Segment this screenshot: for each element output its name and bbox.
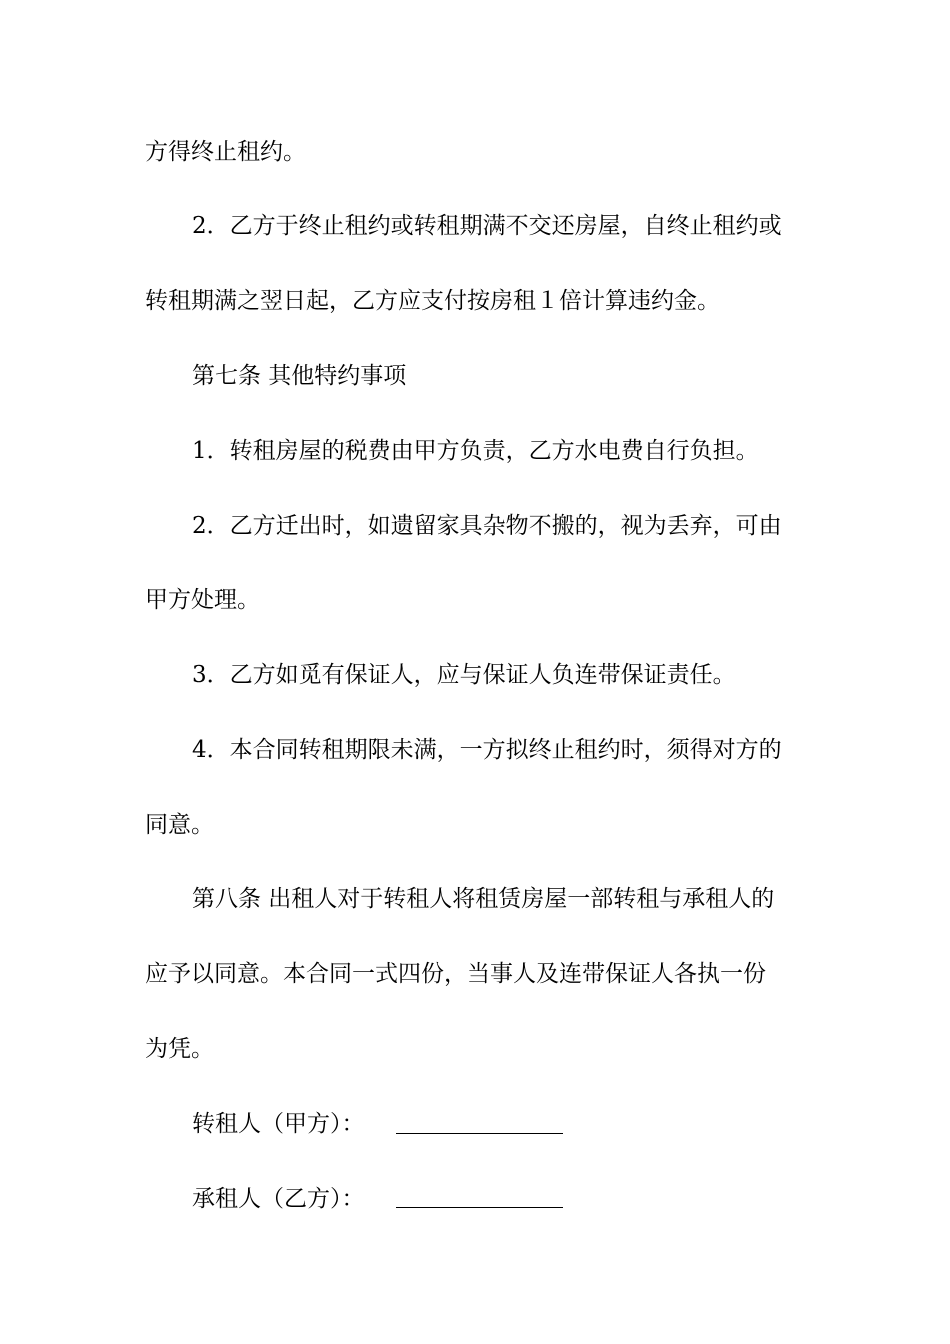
text-line: 转租期满之翌日起，乙方应支付按房租１倍计算违约金。: [145, 288, 720, 314]
text-line: 应予以同意。本合同一式四份，当事人及连带保证人各执一份: [145, 961, 766, 987]
text-line: 第八条 出租人对于转租人将租赁房屋一部转租与承租人的: [192, 886, 775, 912]
text-line: 方得终止租约。: [145, 139, 306, 165]
text-line: 2．乙方于终止租约或转租期满不交还房屋，自终止租约或: [192, 213, 782, 239]
text-line: 2．乙方迁出时，如遗留家具杂物不搬的，视为丢弃，可由: [192, 513, 782, 539]
text-line: 1．转租房屋的税费由甲方负责，乙方水电费自行负担。: [192, 438, 759, 464]
text-line: 为凭。: [145, 1036, 214, 1062]
text-line: 甲方处理。: [145, 587, 260, 613]
signature-line-party-a: [396, 1133, 563, 1134]
signature-label-party-b: 承租人（乙方）：: [192, 1186, 365, 1212]
text-line: 3．乙方如觅有保证人，应与保证人负连带保证责任。: [192, 662, 736, 688]
text-line: 4．本合同转租期限未满，一方拟终止租约时，须得对方的: [192, 737, 782, 763]
signature-label-party-a: 转租人（甲方）：: [192, 1111, 365, 1137]
text-line: 同意。: [145, 812, 214, 838]
signature-line-party-b: [396, 1207, 563, 1208]
article-heading: 第七条 其他特约事项: [192, 363, 407, 389]
